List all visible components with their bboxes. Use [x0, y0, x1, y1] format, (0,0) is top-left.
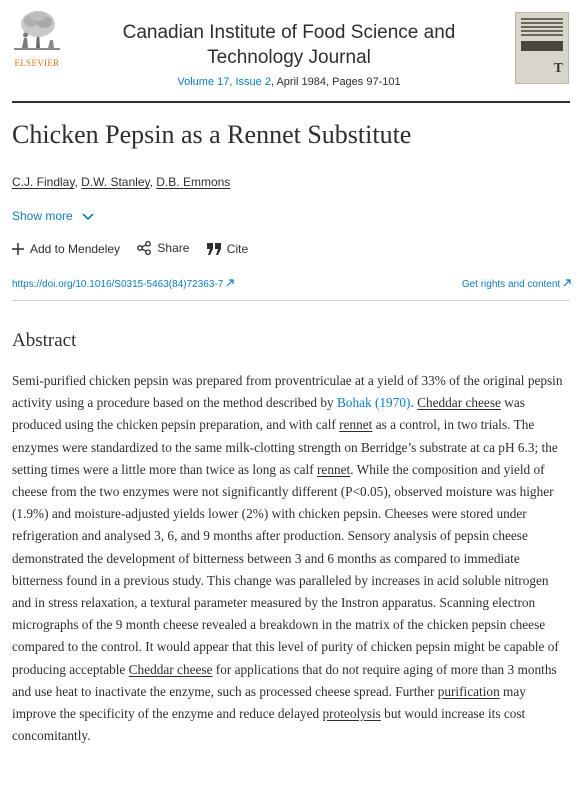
journal-issue-info — [100, 76, 478, 88]
topic-link-purification[interactable]: purification — [437, 683, 500, 699]
author-link[interactable]: D.B. Emmons — [156, 175, 231, 189]
add-to-mendeley-label: Add to Mendeley — [30, 242, 121, 256]
abstract-segment: may improve the specificity of the enzyme and reduce delayed — [12, 683, 526, 722]
rights-text: Get rights and content — [461, 279, 561, 290]
external-link-icon — [563, 279, 571, 287]
journal-cover-thumbnail[interactable] — [515, 12, 569, 84]
journal-title[interactable] — [100, 20, 478, 70]
section-divider — [12, 300, 570, 301]
rights-content-link[interactable] — [462, 279, 571, 290]
plus-icon — [12, 243, 24, 255]
volume-issue-link[interactable]: Volume 17, Issue 2 — [177, 76, 271, 88]
elsevier-logo[interactable] — [10, 8, 64, 70]
show-more-label: Show more — [12, 209, 73, 223]
journal-title-line1[interactable]: Canadian Institute of Food Science and — [122, 22, 456, 43]
share-label: Share — [157, 241, 190, 255]
quote-icon — [207, 243, 221, 255]
external-link-icon — [226, 279, 234, 287]
cover-text-lines — [521, 18, 563, 38]
cite-button[interactable] — [207, 242, 248, 256]
author-link[interactable]: C.J. Findlay — [12, 175, 75, 189]
cover-band — [521, 41, 563, 51]
reference-link-bohak[interactable]: Bohak (1970) — [336, 395, 411, 411]
share-icon — [137, 241, 151, 255]
journal-title-line2[interactable]: Technology Journal — [207, 47, 371, 68]
publisher-wordmark: ELSEVIER — [14, 58, 60, 68]
abstract-heading: Abstract — [12, 330, 77, 351]
doi-link[interactable] — [12, 279, 234, 290]
abstract-segment: was produced using the chicken pepsin preparation, and with calf — [12, 395, 525, 433]
abstract-segment: Semi-purified chicken pepsin was prepared from proventriculae at a yield of 33% of the original pepsin activity using a procedure based on the method described by — [12, 373, 563, 411]
abstract-segment: . — [410, 395, 418, 411]
share-button[interactable] — [137, 241, 189, 255]
topic-link-rennet[interactable]: rennet — [317, 461, 351, 477]
cover-logo-mark: T — [553, 61, 563, 76]
add-to-mendeley-button[interactable] — [12, 242, 120, 256]
topic-link-rennet[interactable]: rennet — [339, 417, 373, 433]
doi-text: https://doi.org/10.1016/S0315-5463(84)72363-7 — [12, 279, 224, 290]
abstract-segment: . While the composition and yield of cheese from the two enzymes were not significantly different (P<0.05), observed moisture was higher (1.9%) and moisture-adjusted yields lower (2%) with chicken pepsin. Cheeses were stored under refrigeration and analysed 3, 6, and 9 months after production. Sensory analysis of pepsin cheese demonstrated the development of bitterness between 3 and 6 months as compared to immediate bitterness found in a previous study. This change was paralleled by increases in acid soluble nitrogen and in stress relaxation, a textural parameter measured by the Instron apparatus. Scanning electron micrographs of the 9 month cheese revealed a breakdown in the matrix of the chicken pepsin cheese compared to the control. It would appear that this level of purity of chicken pepsin might be capable of producing acceptable — [12, 461, 559, 677]
abstract-segment: as a control, in two trials. The enzymes were standardized to the same milk-clotting strength on Berridge’s substrate at ca pH 6.3; the setting times were a little more than twice as long as calf — [12, 417, 558, 477]
topic-link-proteolysis[interactable]: proteolysis — [322, 706, 381, 722]
header-divider — [12, 101, 570, 103]
issue-date-pages: , April 1984, Pages 97-101 — [270, 76, 401, 88]
abstract-segment: for applications that do not require aging of more than 3 months and use heat to inactivate the enzyme, such as processed cheese spread. Further — [12, 661, 557, 699]
topic-link-cheddar-cheese[interactable]: Cheddar cheese — [417, 395, 501, 411]
author-list: C.J. Findlay, D.W. Stanley, D.B. Emmons — [12, 175, 231, 189]
article-actions — [12, 241, 262, 258]
author-link[interactable]: D.W. Stanley — [81, 175, 150, 189]
cite-label: Cite — [226, 242, 249, 256]
article-title: Chicken Pepsin as a Rennet Substitute — [12, 120, 412, 149]
elsevier-tree-icon — [10, 8, 64, 56]
topic-link-cheddar-cheese[interactable]: Cheddar cheese — [128, 661, 213, 677]
abstract-segment: but would increase its cost concomitantly. — [12, 706, 526, 744]
chevron-down-icon — [82, 213, 94, 221]
journal-header — [0, 0, 583, 100]
show-more-button[interactable] — [12, 209, 94, 223]
abstract-text — [12, 370, 571, 747]
